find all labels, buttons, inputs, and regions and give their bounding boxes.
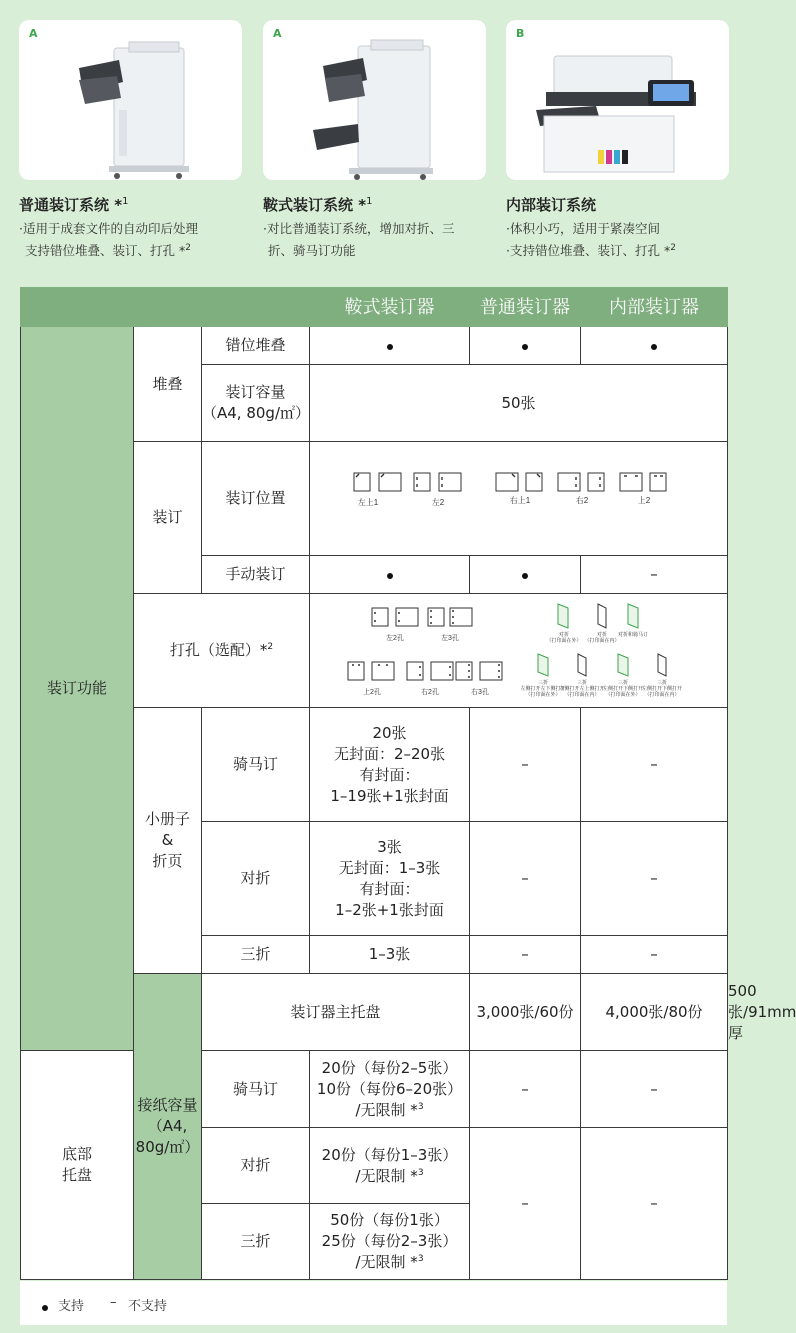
cell-saddle-value: 20张 无封面：2–20张 有封面： 1–19张+1张封面 <box>310 708 470 822</box>
product-card-saddle <box>263 20 486 180</box>
group-binding: 装订功能 <box>21 327 134 1051</box>
cell-tri-value: 1–3张 <box>310 936 470 974</box>
fold-label-t1b: 左侧打开左下侧打开 <box>520 685 566 692</box>
legend-dash-icon: – <box>110 1295 117 1310</box>
legend-not-support-label: 不支持 <box>128 1299 168 1314</box>
fold-label-f3: 对折和骑马订 <box>618 631 649 638</box>
cat-booklet: 小册子 & 折页 <box>134 708 202 974</box>
punch-label-t2: 上2孔 <box>363 688 381 696</box>
card-title-inner: 内部装订系统 <box>506 196 597 214</box>
cell-main-tray-standard: 4,000张/80份 <box>581 974 728 1051</box>
fold-label-t1c: （打印面在外） <box>525 691 561 698</box>
finisher-standard-image <box>19 20 242 180</box>
table-row <box>21 1051 728 1128</box>
legend-support-label: 支持 <box>58 1299 85 1314</box>
card-title-saddle: 鞍式装订系统 *$^1$ <box>263 196 373 214</box>
cell-support <box>581 327 728 365</box>
card-tag: B <box>516 27 525 40</box>
fold-label-t1: 三折 <box>538 679 549 686</box>
cell-staple-positions <box>310 442 728 556</box>
spec-table <box>20 287 796 1280</box>
punch-fold-diagram <box>310 596 728 700</box>
support-dot-icon <box>522 344 528 350</box>
cell-not-support: – <box>581 1128 728 1280</box>
cell-fold-value: 3张 无封面：1–3张 有封面： 1–2张+1张封面 <box>310 822 470 936</box>
row-label-tri: 三折 <box>202 936 310 974</box>
cell-not-support: – <box>581 936 728 974</box>
fold-label-t3c: （打印面在外） <box>605 691 641 698</box>
punch-label-r2: 右2孔 <box>421 688 439 696</box>
cell-not-support: – <box>581 708 728 822</box>
product-card-inner <box>506 20 729 180</box>
cell-stack-capacity: 50张 <box>310 365 728 442</box>
row-label-tray-tri: 三折 <box>202 1204 310 1280</box>
table-row: 接纸容量 （A4, 80g/㎡） 装订器主托盘 3,000张/60份 4,000张/80份 500张/91mm厚 <box>21 974 728 1051</box>
card-title-standard: 普通装订系统 *$^1$ <box>19 196 129 214</box>
fold-label-t4b: 左侧打开下侧打开 <box>642 685 683 692</box>
row-label-punch: 打孔（选配）*$^2$ <box>134 594 310 708</box>
header-blank <box>21 288 310 327</box>
fold-label-t2c: （打印面在内） <box>564 691 600 698</box>
staple-label-l2: 左2 <box>431 497 445 507</box>
row-label-stack-capacity: 装订容量 （A4, 80g/㎡） <box>202 365 310 442</box>
staple-label-tl: 左上1 <box>357 497 379 507</box>
finisher-saddle-image <box>263 20 486 180</box>
product-card-standard <box>19 20 242 180</box>
card-tag: A <box>29 27 38 40</box>
staple-label-t2: 上2 <box>637 495 651 505</box>
punch-label-l2: 左2孔 <box>386 634 404 642</box>
fold-label-t3: 三折 <box>618 679 629 686</box>
cell-not-support: – <box>581 822 728 936</box>
cell-tray-saddle-value: 20份（每份2–5张） 10份（每份6–20张） /无限制 *$^3$ <box>310 1051 470 1128</box>
cell-main-tray-saddle: 3,000张/60份 <box>470 974 581 1051</box>
fold-label-t2: 三折 <box>577 679 588 686</box>
cell-not-support: – <box>470 708 581 822</box>
table-header-row <box>21 288 728 327</box>
card-desc-line: 折、骑马订功能 <box>268 243 356 258</box>
cell-not-support: – <box>470 936 581 974</box>
fold-label-t4c: （打印面在内） <box>644 691 680 698</box>
header-standard: 普通装订器 <box>470 288 581 327</box>
legend <box>20 1281 727 1325</box>
cell-tray-tri-value: 50份（每份1张） 25份（每份2–3张） /无限制 *$^3$ <box>310 1204 470 1280</box>
punch-label-r3: 右3孔 <box>471 688 489 696</box>
fold-label-t3b: 左侧打开下侧打开 <box>603 685 644 692</box>
row-label-offset: 错位堆叠 <box>202 327 310 365</box>
fold-label-f2: 对折 <box>597 631 608 638</box>
row-label-tray-saddle: 骑马订 <box>202 1051 310 1128</box>
staple-label-tr: 右上1 <box>509 495 531 505</box>
support-dot-icon <box>522 573 528 579</box>
fold-label-f1: 对折 <box>559 631 570 638</box>
staple-position-diagram <box>310 471 728 521</box>
printer-inner-image <box>506 20 729 180</box>
cell-support <box>470 556 581 594</box>
cell-support <box>470 327 581 365</box>
cell-support <box>310 327 470 365</box>
card-desc-line: ·体积小巧，适用于紧凑空间 <box>506 221 660 236</box>
fold-label-t2b: 左侧打开左上侧打开 <box>559 685 605 692</box>
staple-label-r2: 右2 <box>575 495 589 505</box>
fold-label-t4: 三折 <box>657 679 668 686</box>
card-desc-line: ·支持错位堆叠、装订、打孔 *$^2$ <box>506 242 676 258</box>
card-desc-line: ·对比普通装订系统，增加对折、三 <box>263 221 455 236</box>
cell-not-support: – <box>470 1128 581 1280</box>
support-dot-icon <box>387 344 393 350</box>
cell-not-support: – <box>581 556 728 594</box>
cat-bottom-tray: 底部 托盘 <box>21 1051 134 1280</box>
row-label-saddle: 骑马订 <box>202 708 310 822</box>
cell-not-support: – <box>470 1051 581 1128</box>
cat-stack: 堆叠 <box>134 327 202 442</box>
cat-staple: 装订 <box>134 442 202 594</box>
row-label-tray-fold: 对折 <box>202 1128 310 1204</box>
fold-label-f2b: （打印面在内） <box>584 637 620 644</box>
row-label-fold: 对折 <box>202 822 310 936</box>
row-label-main-tray: 装订器主托盘 <box>202 974 470 1051</box>
cell-punch-diagram <box>310 594 728 708</box>
cell-tray-fold-value: 20份（每份1–3张） /无限制 *$^3$ <box>310 1128 470 1204</box>
support-dot-icon <box>42 1305 48 1311</box>
card-desc-line: 支持错位堆叠、装订、打孔 *$^2$ <box>25 242 191 258</box>
header-inner: 内部装订器 <box>581 288 728 327</box>
table-row <box>21 327 728 365</box>
cell-not-support: – <box>581 1051 728 1128</box>
header-saddle: 鞍式装订器 <box>310 288 470 327</box>
group-capacity: 接纸容量 （A4, 80g/㎡） <box>134 974 202 1280</box>
cell-not-support: – <box>470 822 581 936</box>
card-tag: A <box>273 27 282 40</box>
cell-support <box>310 556 470 594</box>
card-desc-line: ·适用于成套文件的自动印后处理 <box>19 221 198 236</box>
support-dot-icon <box>387 573 393 579</box>
fold-label-f1b: （打印面在外） <box>546 637 582 644</box>
punch-label-l3: 左3孔 <box>441 634 459 642</box>
support-dot-icon <box>651 344 657 350</box>
row-label-staple-position: 装订位置 <box>202 442 310 556</box>
row-label-manual-staple: 手动装订 <box>202 556 310 594</box>
